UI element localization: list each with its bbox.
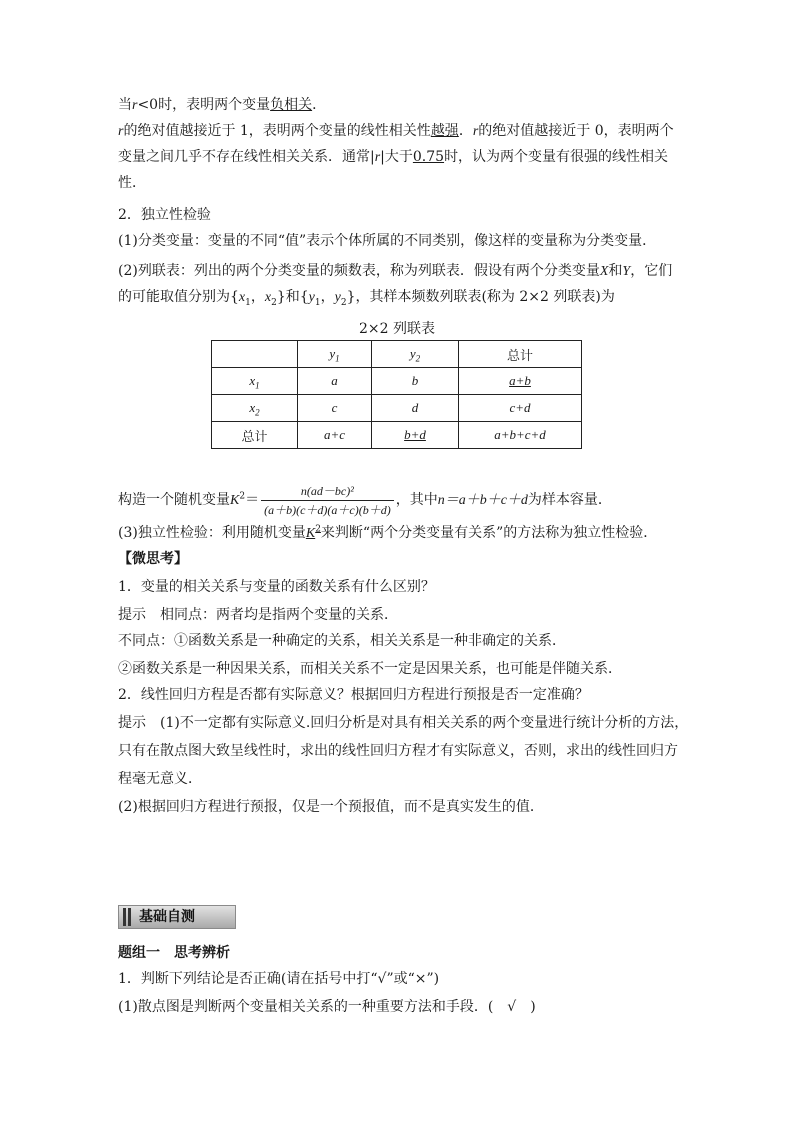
answer-2-line2: 只有在散点图大致呈线性时，求出的线性回归方程才有实际意义，否则，求出的线性回归方 [118,743,678,759]
table-header-cell: 总计 [459,341,582,368]
table-row-label: $x_2$ [212,395,298,422]
section-heading-independence-test: 2．独立性检验 [118,207,211,223]
exercise-1: 1．判断下列结论是否正确(请在括号中打“√”或“×”) [118,971,440,987]
paragraph-abs-r-line2: 变量之间几乎不存在线性相关关系．通常|r|大于0.75时，认为两个变量有很强的线性相关 [118,149,669,165]
table-header-cell: $y_1$ [298,341,372,368]
answer-2-line1: 提示 (1)不一定都有实际意义.回归分析是对具有相关关系的两个变量进行统计分析的方法， [118,715,689,731]
paragraph-negative-correlation: 当r<0时，表明两个变量负相关． [118,97,327,113]
section-banner: 基础自测 [118,905,236,929]
table-cell: c [298,395,372,422]
table-header-cell: $y_2$ [372,341,459,368]
table-caption: 2×2 列联表 [359,321,435,337]
table-cell: a+b [459,368,582,395]
k-squared-formula: 构造一个随机变量$K^2=$ $\frac{\text{n(ad－bc)²}}{(a+b)(c+d)(a+c)(b+d)}$ ，其中n＝a＋b＋c＋d为样本容量． [118,483,612,517]
paragraph-abs-r-line3: 性． [118,175,146,191]
paragraph-categorical-variable: (1)分类变量：变量的不同“值”表示个体所属的不同类别，像这样的变量称为分类变量． [118,233,657,249]
table-cell: a [298,368,372,395]
question-1: 1．变量的相关关系与变量的函数关系有什么区别？ [118,579,435,595]
table-row-label: 总计 [212,422,298,449]
contingency-table [211,340,582,449]
exercise-group-title: 题组一 思考辨析 [118,945,230,961]
paragraph-independence-test: (3)独立性检验：利用随机变量$K^2$来判断“两个分类变量有关系”的方法称为独立性检验． [118,524,658,541]
table-row [212,395,582,422]
question-2: 2．线性回归方程是否都有实际意义？根据回归方程进行预报是否一定准确？ [118,687,589,703]
answer-2-line3: 程毫无意义． [118,771,202,787]
paragraph-contingency-table-line1: (2)列联表：列出的两个分类变量的频数表，称为列联表．假设有两个分类变量X和Y，它们 [118,263,673,279]
table-row [212,422,582,449]
paragraph-abs-r-line1: r的绝对值越接近于 1，表明两个变量的线性相关性越强．r的绝对值越接近于 0，表明两个 [118,123,674,139]
table-header-row [212,341,582,368]
answer-1-line1: 提示 相同点：两者均是指两个变量的关系． [118,607,398,623]
answer-1-line3: ②函数关系是一种因果关系，而相关关系不一定是因果关系，也可能是伴随关系． [118,661,622,677]
answer-2-line4: (2)根据回归方程进行预报，仅是一个预报值，而不是真实发生的值． [118,799,544,815]
table-cell: a+b+c+d [459,422,582,449]
paragraph-contingency-table-line2: 的可能取值分别为{$x_1$，$x_2$}和{$y_1$，$y_2$}，其样本频数列联表(称为 2×2 列联表)为 [118,289,615,308]
exercise-1-item-1: (1)散点图是判断两个变量相关关系的一种重要方法和手段．( √ ) [118,999,536,1015]
table-cell: d [372,395,459,422]
table-row [212,368,582,395]
banner-bars-icon [123,908,131,926]
table-cell: c+d [459,395,582,422]
table-header-cell [212,341,298,368]
answer-1-line2: 不同点：①函数关系是一种确定的关系，相关关系是一种非确定的关系． [118,633,566,649]
table-cell: b+d [372,422,459,449]
micro-think-tag: 【微思考】 [118,551,188,567]
table-cell: b [372,368,459,395]
table-cell: a+c [298,422,372,449]
formula-fraction: $\frac{\text{n(ad－bc)²}}{(a+b)(c+d)(a+c)(b+d)}$ [261,484,394,517]
table-row-label: $x_1$ [212,368,298,395]
